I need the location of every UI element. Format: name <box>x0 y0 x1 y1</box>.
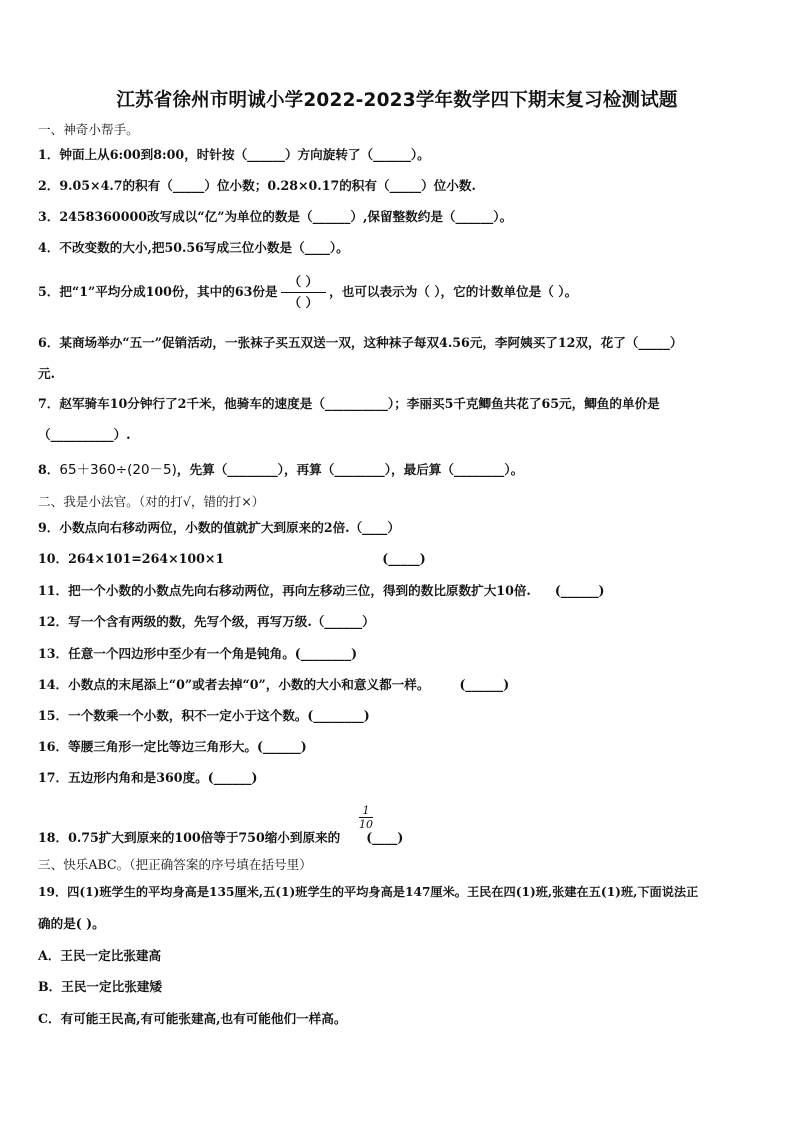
fraction-blank-numerator: （ ） <box>281 273 327 293</box>
question-8-text: ，先算（________），再算（________），最后算（________）。 <box>176 462 524 477</box>
question-4: 4．不改变数的大小,把50.56写成三位小数是（____）。 <box>38 240 349 255</box>
question-18-numerator: 1 <box>359 804 373 818</box>
section-heading-2: 二、我是小法官。（对的打√，错的打×） <box>38 494 265 509</box>
question-15: 15．一个数乘一个小数，积不一定小于这个数。(________) <box>38 708 370 723</box>
question-5-text-a: 5．把“1”平均分成100份，其中的63份是 <box>38 284 278 299</box>
question-10-blank: (_____) <box>382 551 426 566</box>
question-7-line-2: （__________）. <box>38 427 131 442</box>
question-12: 12．写一个含有两级的数，先写个级，再写万级.（______） <box>38 614 375 629</box>
fraction-blank <box>281 273 327 312</box>
question-14 <box>38 677 509 693</box>
question-5-text-b: ，也可以表示为（ ），它的计数单位是（ ）。 <box>329 284 578 299</box>
page-title: 江苏省徐州市明诚小学2022-2023学年数学四下期末复习检测试题 <box>116 90 678 111</box>
fraction-blank-denominator: （ ） <box>288 295 319 310</box>
option-b: B．王民一定比张建矮 <box>38 979 162 994</box>
question-8 <box>38 462 523 478</box>
question-5 <box>38 273 577 312</box>
section-heading-1: 一、神奇小帮手。 <box>38 122 139 137</box>
question-10-text: 10．264×101=264×100×1 <box>38 551 225 566</box>
question-11-blank: (______) <box>554 583 605 598</box>
option-a: A．王民一定比张建高 <box>38 948 162 963</box>
question-10 <box>38 551 426 567</box>
question-14-blank: (______) <box>459 677 510 692</box>
question-8-expression: 65＋360÷(20－5) <box>59 462 177 478</box>
question-1: 1．钟面上从6:00到8:00，时针按（______）方向旋转了（______）。 <box>38 147 430 162</box>
question-18-fraction <box>359 804 373 831</box>
question-18-text: 18．0.75扩大到原来的100倍等于750缩小到原来的 <box>38 830 341 845</box>
question-18-denominator: 10 <box>359 818 373 831</box>
section-heading-3: 三、快乐ABC。（把正确答案的序号填在括号里） <box>38 857 312 872</box>
question-9: 9．小数点向右移动两位，小数的值就扩大到原来的2倍.（____） <box>38 520 400 535</box>
question-13: 13．任意一个四边形中至少有一个角是钝角。(________) <box>38 646 358 661</box>
question-17: 17．五边形内角和是360度。(______) <box>38 770 258 785</box>
question-11-text: 11．把一个小数的小数点先向右移动两位，再向左移动三位，得到的数比原数扩大10倍. <box>38 583 531 598</box>
question-6-line-1: 6．某商场举办“五一”促销活动，一张袜子买五双送一双，这种袜子每双4.56元，李阿姨买了12双，花了（_____） <box>38 335 683 350</box>
question-2: 2．9.05×4.7的积有（_____）位小数；0.28×0.17的积有（_____）位小数. <box>38 178 476 193</box>
question-18 <box>38 830 403 846</box>
question-6-line-2: 元. <box>38 366 55 381</box>
question-14-text: 14．小数点的末尾添上“0”或者去掉“0”，小数的大小和意义都一样。 <box>38 677 430 692</box>
question-18-blank: (____) <box>366 830 404 845</box>
question-16: 16．等腰三角形一定比等边三角形大。(______) <box>38 739 307 754</box>
question-3: 3．2458360000改写成以“亿”为单位的数是（______）,保留整数约是（______）。 <box>38 209 513 224</box>
question-8-number: 8． <box>38 462 60 477</box>
question-11 <box>38 583 605 599</box>
question-19-line-1: 19．四(1)班学生的平均身高是135厘米,五(1)班学生的平均身高是147厘米。王民在四(1)班,张建在五(1)班,下面说法正 <box>38 885 699 899</box>
question-19-line-2: 确的是( )。 <box>38 916 105 931</box>
option-c: C．有可能王民高,有可能张建高,也有可能他们一样高。 <box>38 1011 347 1026</box>
question-7-line-1: 7．赵军骑车10分钟行了2千米，他骑车的速度是（__________）；李丽买5千克鲫鱼共花了65元，鲫鱼的单价是 <box>38 396 660 411</box>
